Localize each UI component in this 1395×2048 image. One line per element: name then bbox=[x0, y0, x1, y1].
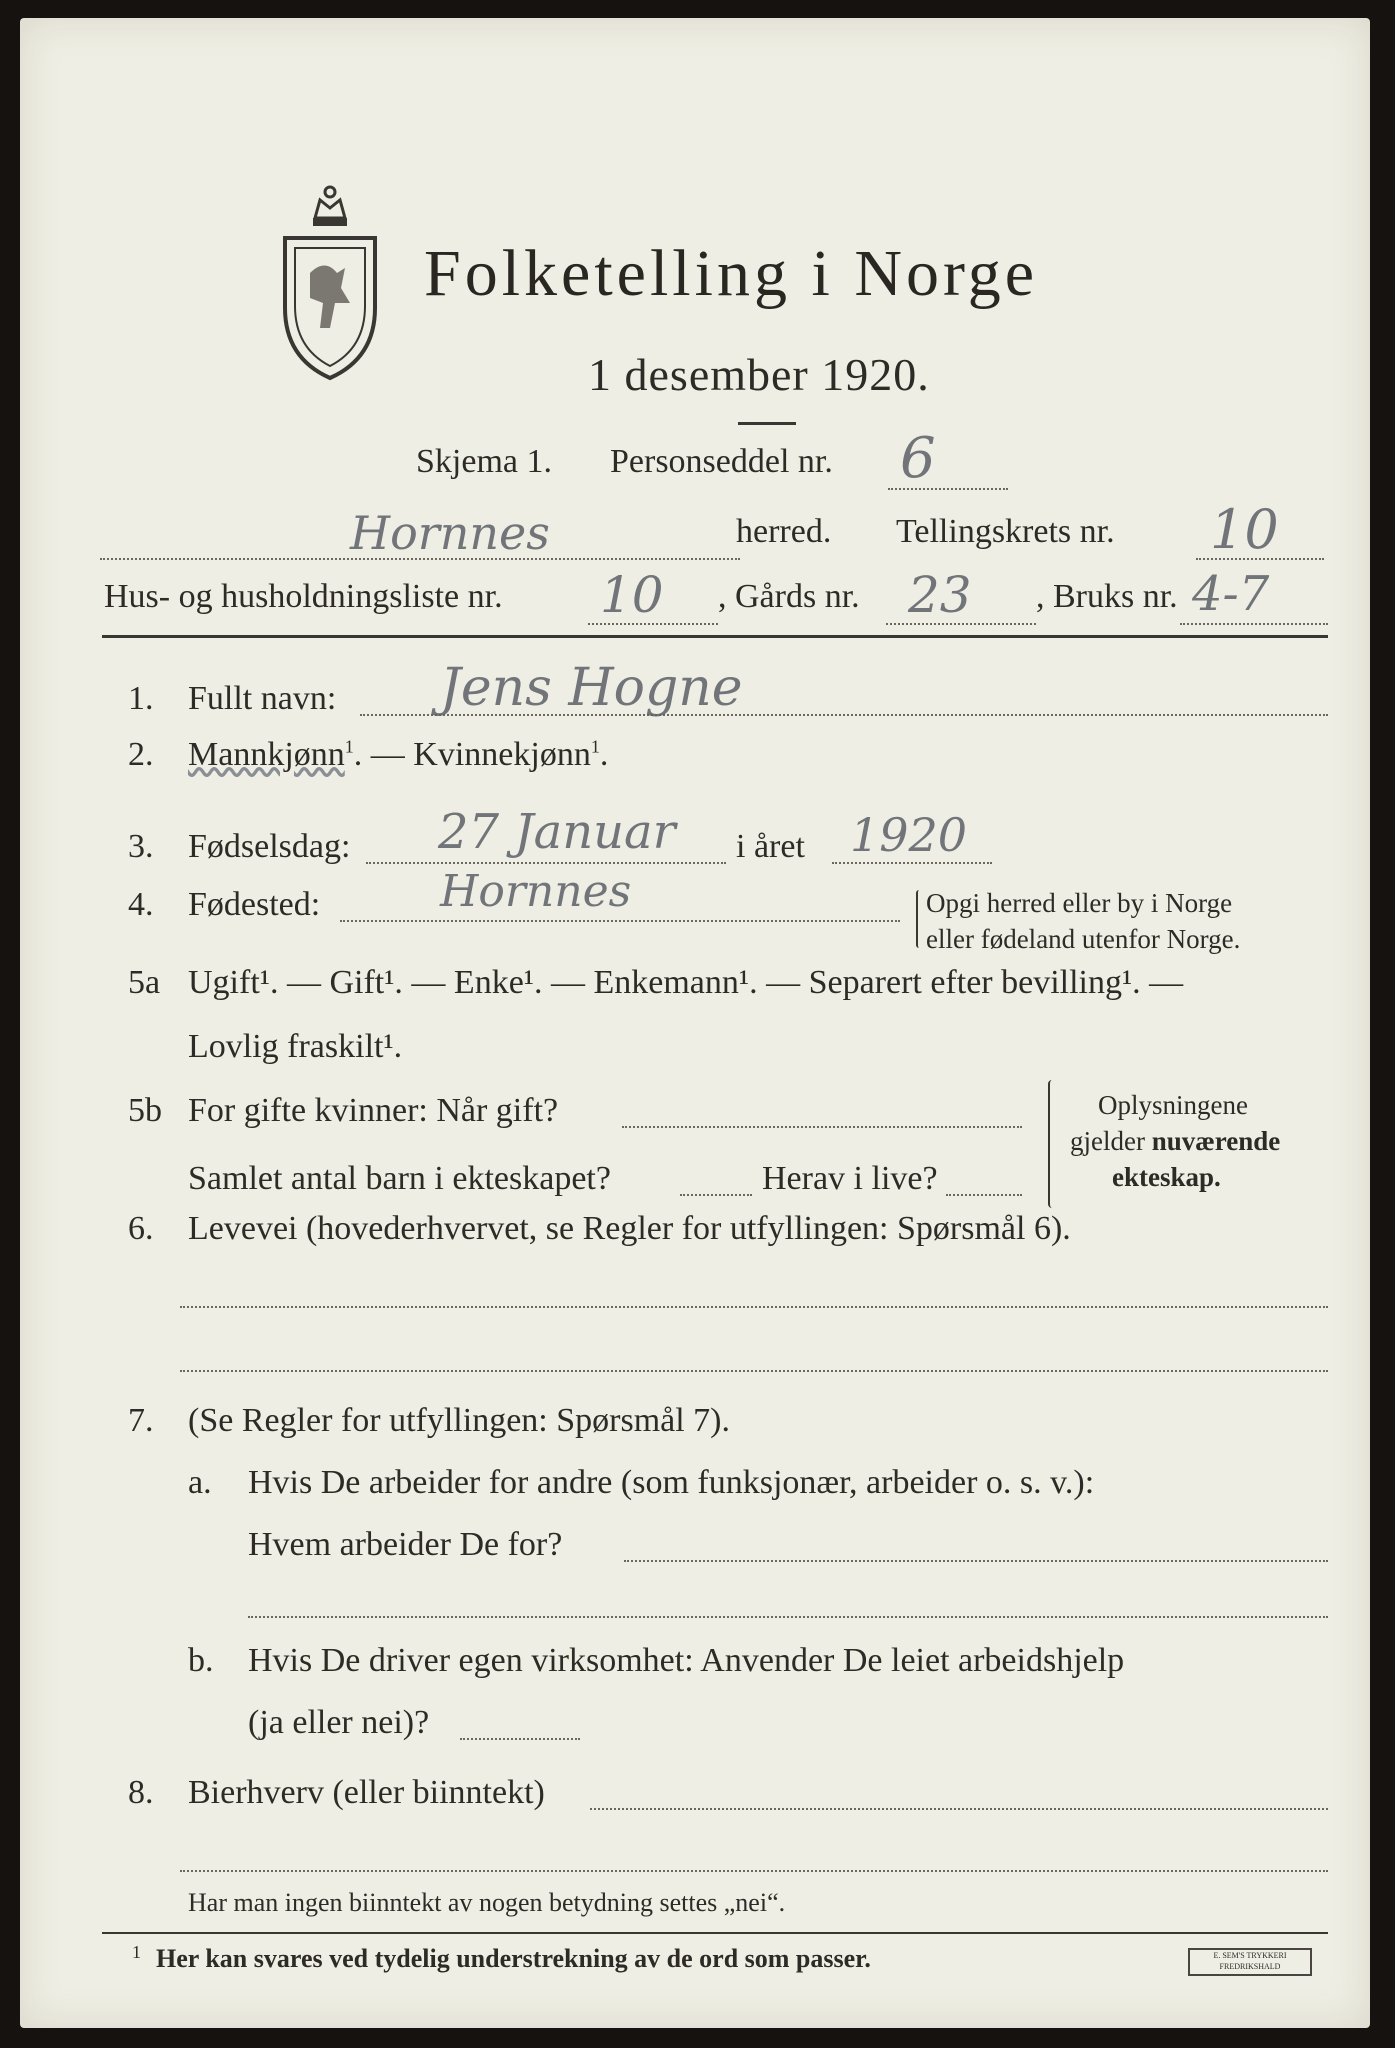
q2-separator: . — bbox=[353, 736, 414, 773]
q2-female-option: Kvinnekjønn bbox=[413, 736, 591, 773]
footnote-text: Her kan svares ved tydelig understrekning av de ord som passer. bbox=[156, 1944, 871, 1973]
q8-line-2 bbox=[180, 1870, 1328, 1872]
q8-line-1 bbox=[590, 1808, 1328, 1810]
q2-footnote-mark-1: 1 bbox=[344, 736, 354, 757]
q5b-note-line1: Oplysningene bbox=[1098, 1090, 1248, 1120]
q8-label: Bierhverv (eller biinntekt) bbox=[188, 1774, 545, 1811]
q5b-alive-line bbox=[946, 1194, 1022, 1196]
husliste-value: 10 bbox=[600, 566, 664, 624]
q5a-options: Ugift¹. — Gift¹. — Enke¹. — Enkemann¹. — Separert efter bevilling¹. — bbox=[188, 964, 1184, 1001]
q5b-note-ekteskap: ekteskap. bbox=[1112, 1162, 1221, 1192]
q7a-answer-line-2 bbox=[248, 1616, 1328, 1618]
q7b-line2: (ja eller nei)? bbox=[248, 1704, 430, 1741]
herred-value: Hornnes bbox=[350, 506, 550, 560]
q5b-children-label: Samlet antal barn i ekteskapet? bbox=[188, 1160, 611, 1197]
q3-number: 3. bbox=[128, 828, 154, 865]
bruks-label: , Bruks nr. bbox=[1036, 578, 1178, 615]
q3-value: 27 Januar bbox=[438, 804, 676, 860]
q4-label: Fødested: bbox=[188, 886, 321, 923]
q3-line bbox=[366, 862, 726, 864]
footnote-divider bbox=[102, 1932, 1328, 1934]
q3-year-value: 1920 bbox=[850, 808, 968, 862]
q5b-number: 5b bbox=[128, 1092, 162, 1129]
q2-number: 2. bbox=[128, 736, 154, 773]
gards-value: 23 bbox=[908, 566, 972, 624]
personseddel-value: 6 bbox=[900, 426, 936, 491]
q4-note-line1: Opgi herred eller by i Norge bbox=[926, 888, 1233, 918]
q5b-note-line3 bbox=[1112, 1162, 1221, 1193]
herred-label: herred. bbox=[736, 513, 832, 550]
q5b-bracket bbox=[1048, 1080, 1056, 1208]
q7-number: 7. bbox=[128, 1402, 154, 1439]
bruks-line bbox=[1180, 623, 1328, 625]
q5a-options-line2: Lovlig fraskilt¹. bbox=[188, 1028, 403, 1065]
form-date: 1 desember 1920. bbox=[588, 349, 930, 400]
q5b-children-line bbox=[680, 1194, 752, 1196]
q7-label: (Se Regler for utfyllingen: Spørsmål 7). bbox=[188, 1402, 731, 1439]
q7b-number: b. bbox=[188, 1642, 214, 1679]
tellingskrets-label: Tellingskrets nr. bbox=[896, 513, 1115, 550]
q4-number: 4. bbox=[128, 886, 154, 923]
q2-end: . bbox=[599, 736, 609, 773]
footnote-mark: 1 bbox=[132, 1942, 141, 1962]
gards-label: , Gårds nr. bbox=[718, 578, 860, 615]
q6-label: Levevei (hovederhvervet, se Regler for utfyllingen: Spørsmål 6). bbox=[188, 1210, 1071, 1247]
bruks-value: 4-7 bbox=[1192, 566, 1270, 622]
q6-number: 6. bbox=[128, 1210, 154, 1247]
q1-value: Jens Hogne bbox=[440, 658, 743, 718]
q2-options bbox=[188, 736, 608, 774]
q4-line bbox=[340, 920, 900, 922]
q8-number: 8. bbox=[128, 1774, 154, 1811]
personseddel-label: Personseddel nr. bbox=[610, 443, 833, 480]
q4-value: Hornnes bbox=[440, 866, 632, 917]
q1-number: 1. bbox=[128, 680, 154, 717]
q7a-line2: Hvem arbeider De for? bbox=[248, 1526, 563, 1563]
form-title: Folketelling i Norge bbox=[424, 237, 1039, 310]
q4-note-line2: eller fødeland utenfor Norge. bbox=[926, 924, 1241, 954]
q7a-line1: Hvis De arbeider for andre (som funksjonær, arbeider o. s. v.): bbox=[248, 1464, 1095, 1501]
skjema-label: Skjema 1. bbox=[416, 443, 552, 480]
q5b-note-line2 bbox=[1070, 1126, 1280, 1157]
q4-bracket bbox=[916, 890, 922, 948]
husliste-label: Hus- og husholdningsliste nr. bbox=[104, 578, 503, 615]
q3-year-line bbox=[832, 862, 992, 864]
printer-stamp bbox=[1188, 1948, 1312, 1976]
q5b-note-gjelder: gjelder bbox=[1070, 1126, 1145, 1156]
q5b-alive-label: Herav i live? bbox=[762, 1160, 938, 1197]
q2-footnote-mark-2: 1 bbox=[590, 736, 600, 757]
q7a-number: a. bbox=[188, 1464, 212, 1501]
header-divider bbox=[102, 635, 1328, 638]
q5b-note-nuvaerende: nuværende bbox=[1151, 1126, 1281, 1156]
q6-line-1 bbox=[180, 1306, 1328, 1308]
census-form-page bbox=[20, 18, 1370, 2028]
q5b-when-line bbox=[622, 1126, 1022, 1128]
q5b-when-married: For gifte kvinner: Når gift? bbox=[188, 1092, 559, 1129]
printer-stamp-text: E. SEM'S TRYKKERI FREDRIKSHALD bbox=[1213, 1951, 1287, 1971]
q7b-answer-line bbox=[460, 1738, 580, 1740]
q3-year-label: i året bbox=[736, 828, 805, 865]
q5a-number: 5a bbox=[128, 964, 161, 1001]
q3-label: Fødselsdag: bbox=[188, 828, 351, 865]
tellingskrets-value: 10 bbox=[1210, 498, 1279, 561]
no-income-note: Har man ingen biinntekt av nogen betydning settes „nei“. bbox=[188, 1888, 786, 1917]
title-divider bbox=[738, 422, 796, 425]
q6-line-2 bbox=[180, 1370, 1328, 1372]
q7a-answer-line-1 bbox=[624, 1560, 1328, 1562]
q2-male-option: Mannkjønn bbox=[188, 736, 345, 773]
norwegian-coat-of-arms-icon bbox=[275, 178, 385, 388]
q7b-line1: Hvis De driver egen virksomhet: Anvender De leiet arbeidshjelp bbox=[248, 1642, 1125, 1679]
q1-label: Fullt navn: bbox=[188, 680, 337, 717]
